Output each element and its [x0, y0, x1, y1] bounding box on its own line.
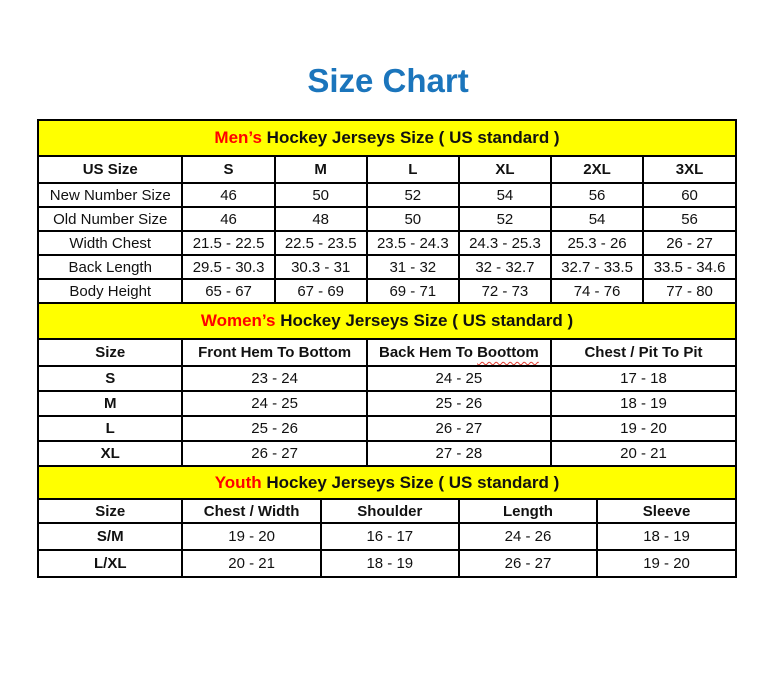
value-cell: 31 - 32: [367, 255, 459, 279]
youth-size-table: [37, 465, 737, 578]
page-title: Size Chart: [307, 62, 469, 99]
value-cell: 46: [182, 207, 274, 231]
caption-rest: Hockey Jerseys Size ( US standard ): [261, 472, 560, 492]
value-cell: 20 - 21: [551, 441, 736, 466]
value-cell: 19 - 20: [551, 416, 736, 441]
column-header-shoulder: Shoulder: [321, 499, 459, 523]
column-header-chest-width: Chest / Width: [182, 499, 320, 523]
value-cell: 23.5 - 24.3: [367, 231, 459, 255]
value-cell: 50: [367, 207, 459, 231]
row-label-cell: L: [38, 416, 182, 441]
youth-caption-row: [38, 466, 736, 499]
misspelled-word: Boottom: [477, 344, 539, 361]
column-header-back-hem-to-boottom: Back Hem To Boottom: [367, 339, 551, 366]
value-cell: 32 - 32.7: [459, 255, 551, 279]
column-header-sleeve: Sleeve: [597, 499, 736, 523]
value-cell: 56: [643, 207, 736, 231]
value-cell: 46: [182, 183, 274, 207]
value-cell: 27 - 28: [367, 441, 551, 466]
value-cell: 29.5 - 30.3: [182, 255, 274, 279]
column-header-3xl: 3XL: [643, 156, 736, 183]
value-cell: 33.5 - 34.6: [643, 255, 736, 279]
value-cell: 74 - 76: [551, 279, 643, 303]
value-cell: 54: [459, 183, 551, 207]
womens-row-l: [38, 416, 736, 441]
mens-row-width-chest: [38, 231, 736, 255]
caption-rest: Hockey Jerseys Size ( US standard ): [261, 128, 560, 147]
mens-section-caption: [38, 120, 736, 156]
column-header-2xl: 2XL: [551, 156, 643, 183]
value-cell: 48: [275, 207, 367, 231]
size-tables: [37, 119, 737, 578]
caption-highlight: Youth: [214, 472, 262, 492]
value-cell: 67 - 69: [275, 279, 367, 303]
mens-row-back-length: [38, 255, 736, 279]
value-cell: 54: [551, 207, 643, 231]
value-cell: 60: [643, 183, 736, 207]
caption-highlight: Women’s: [200, 311, 276, 330]
mens-size-table: [37, 119, 737, 304]
womens-row-m: [38, 391, 736, 416]
mens-row-body-height: [38, 279, 736, 303]
column-header-length: Length: [459, 499, 597, 523]
caption-rest: Hockey Jerseys Size ( US standard ): [275, 311, 574, 330]
row-label-cell: Old Number Size: [38, 207, 182, 231]
row-label-cell: Width Chest: [38, 231, 182, 255]
value-cell: 18 - 19: [597, 523, 736, 550]
womens-row-s: [38, 366, 736, 391]
value-cell: 23 - 24: [182, 366, 366, 391]
womens-caption-row: [38, 303, 736, 339]
womens-header-row: [38, 339, 736, 366]
value-cell: 69 - 71: [367, 279, 459, 303]
value-cell: 18 - 19: [551, 391, 736, 416]
value-cell: 26 - 27: [459, 550, 597, 577]
womens-size-table: [37, 302, 737, 467]
value-cell: 25 - 26: [182, 416, 366, 441]
youth-header-row: [38, 499, 736, 523]
value-cell: 72 - 73: [459, 279, 551, 303]
row-label-cell: Back Length: [38, 255, 182, 279]
value-cell: 52: [459, 207, 551, 231]
value-cell: 52: [367, 183, 459, 207]
value-cell: 24 - 25: [182, 391, 366, 416]
row-label-cell: XL: [38, 441, 182, 466]
youth-row-l-xl: [38, 550, 736, 577]
value-cell: 16 - 17: [321, 523, 459, 550]
value-cell: 77 - 80: [643, 279, 736, 303]
value-cell: 25 - 26: [367, 391, 551, 416]
value-cell: 26 - 27: [367, 416, 551, 441]
mens-caption-row: [38, 120, 736, 156]
value-cell: 24 - 26: [459, 523, 597, 550]
mens-header-row: [38, 156, 736, 183]
value-cell: 26 - 27: [643, 231, 736, 255]
youth-row-s-m: [38, 523, 736, 550]
value-cell: 24.3 - 25.3: [459, 231, 551, 255]
column-header-front-hem-to-bottom: Front Hem To Bottom: [182, 339, 366, 366]
column-header-chest-pit-to-pit: Chest / Pit To Pit: [551, 339, 736, 366]
value-cell: 19 - 20: [182, 523, 320, 550]
value-cell: 21.5 - 22.5: [182, 231, 274, 255]
youth-section-caption: [38, 466, 736, 499]
value-cell: 32.7 - 33.5: [551, 255, 643, 279]
row-label-cell: S: [38, 366, 182, 391]
value-cell: 22.5 - 23.5: [275, 231, 367, 255]
value-cell: 20 - 21: [182, 550, 320, 577]
womens-section-caption: [38, 303, 736, 339]
column-header-l: L: [367, 156, 459, 183]
womens-row-xl: [38, 441, 736, 466]
value-cell: 65 - 67: [182, 279, 274, 303]
row-label-cell: S/M: [38, 523, 182, 550]
value-cell: 25.3 - 26: [551, 231, 643, 255]
column-header-s: S: [182, 156, 274, 183]
value-cell: 18 - 19: [321, 550, 459, 577]
column-header-size: Size: [38, 339, 182, 366]
column-header-us-size: US Size: [38, 156, 182, 183]
value-cell: 17 - 18: [551, 366, 736, 391]
value-cell: 50: [275, 183, 367, 207]
value-cell: 56: [551, 183, 643, 207]
row-label-cell: M: [38, 391, 182, 416]
value-cell: 24 - 25: [367, 366, 551, 391]
column-header-size: Size: [38, 499, 182, 523]
mens-row-old-number-size: [38, 207, 736, 231]
column-header-m: M: [275, 156, 367, 183]
value-cell: 26 - 27: [182, 441, 366, 466]
mens-row-new-number-size: [38, 183, 736, 207]
caption-highlight: Men’s: [214, 128, 262, 147]
column-header-xl: XL: [459, 156, 551, 183]
value-cell: 30.3 - 31: [275, 255, 367, 279]
row-label-cell: L/XL: [38, 550, 182, 577]
row-label-cell: Body Height: [38, 279, 182, 303]
row-label-cell: New Number Size: [38, 183, 182, 207]
value-cell: 19 - 20: [597, 550, 736, 577]
